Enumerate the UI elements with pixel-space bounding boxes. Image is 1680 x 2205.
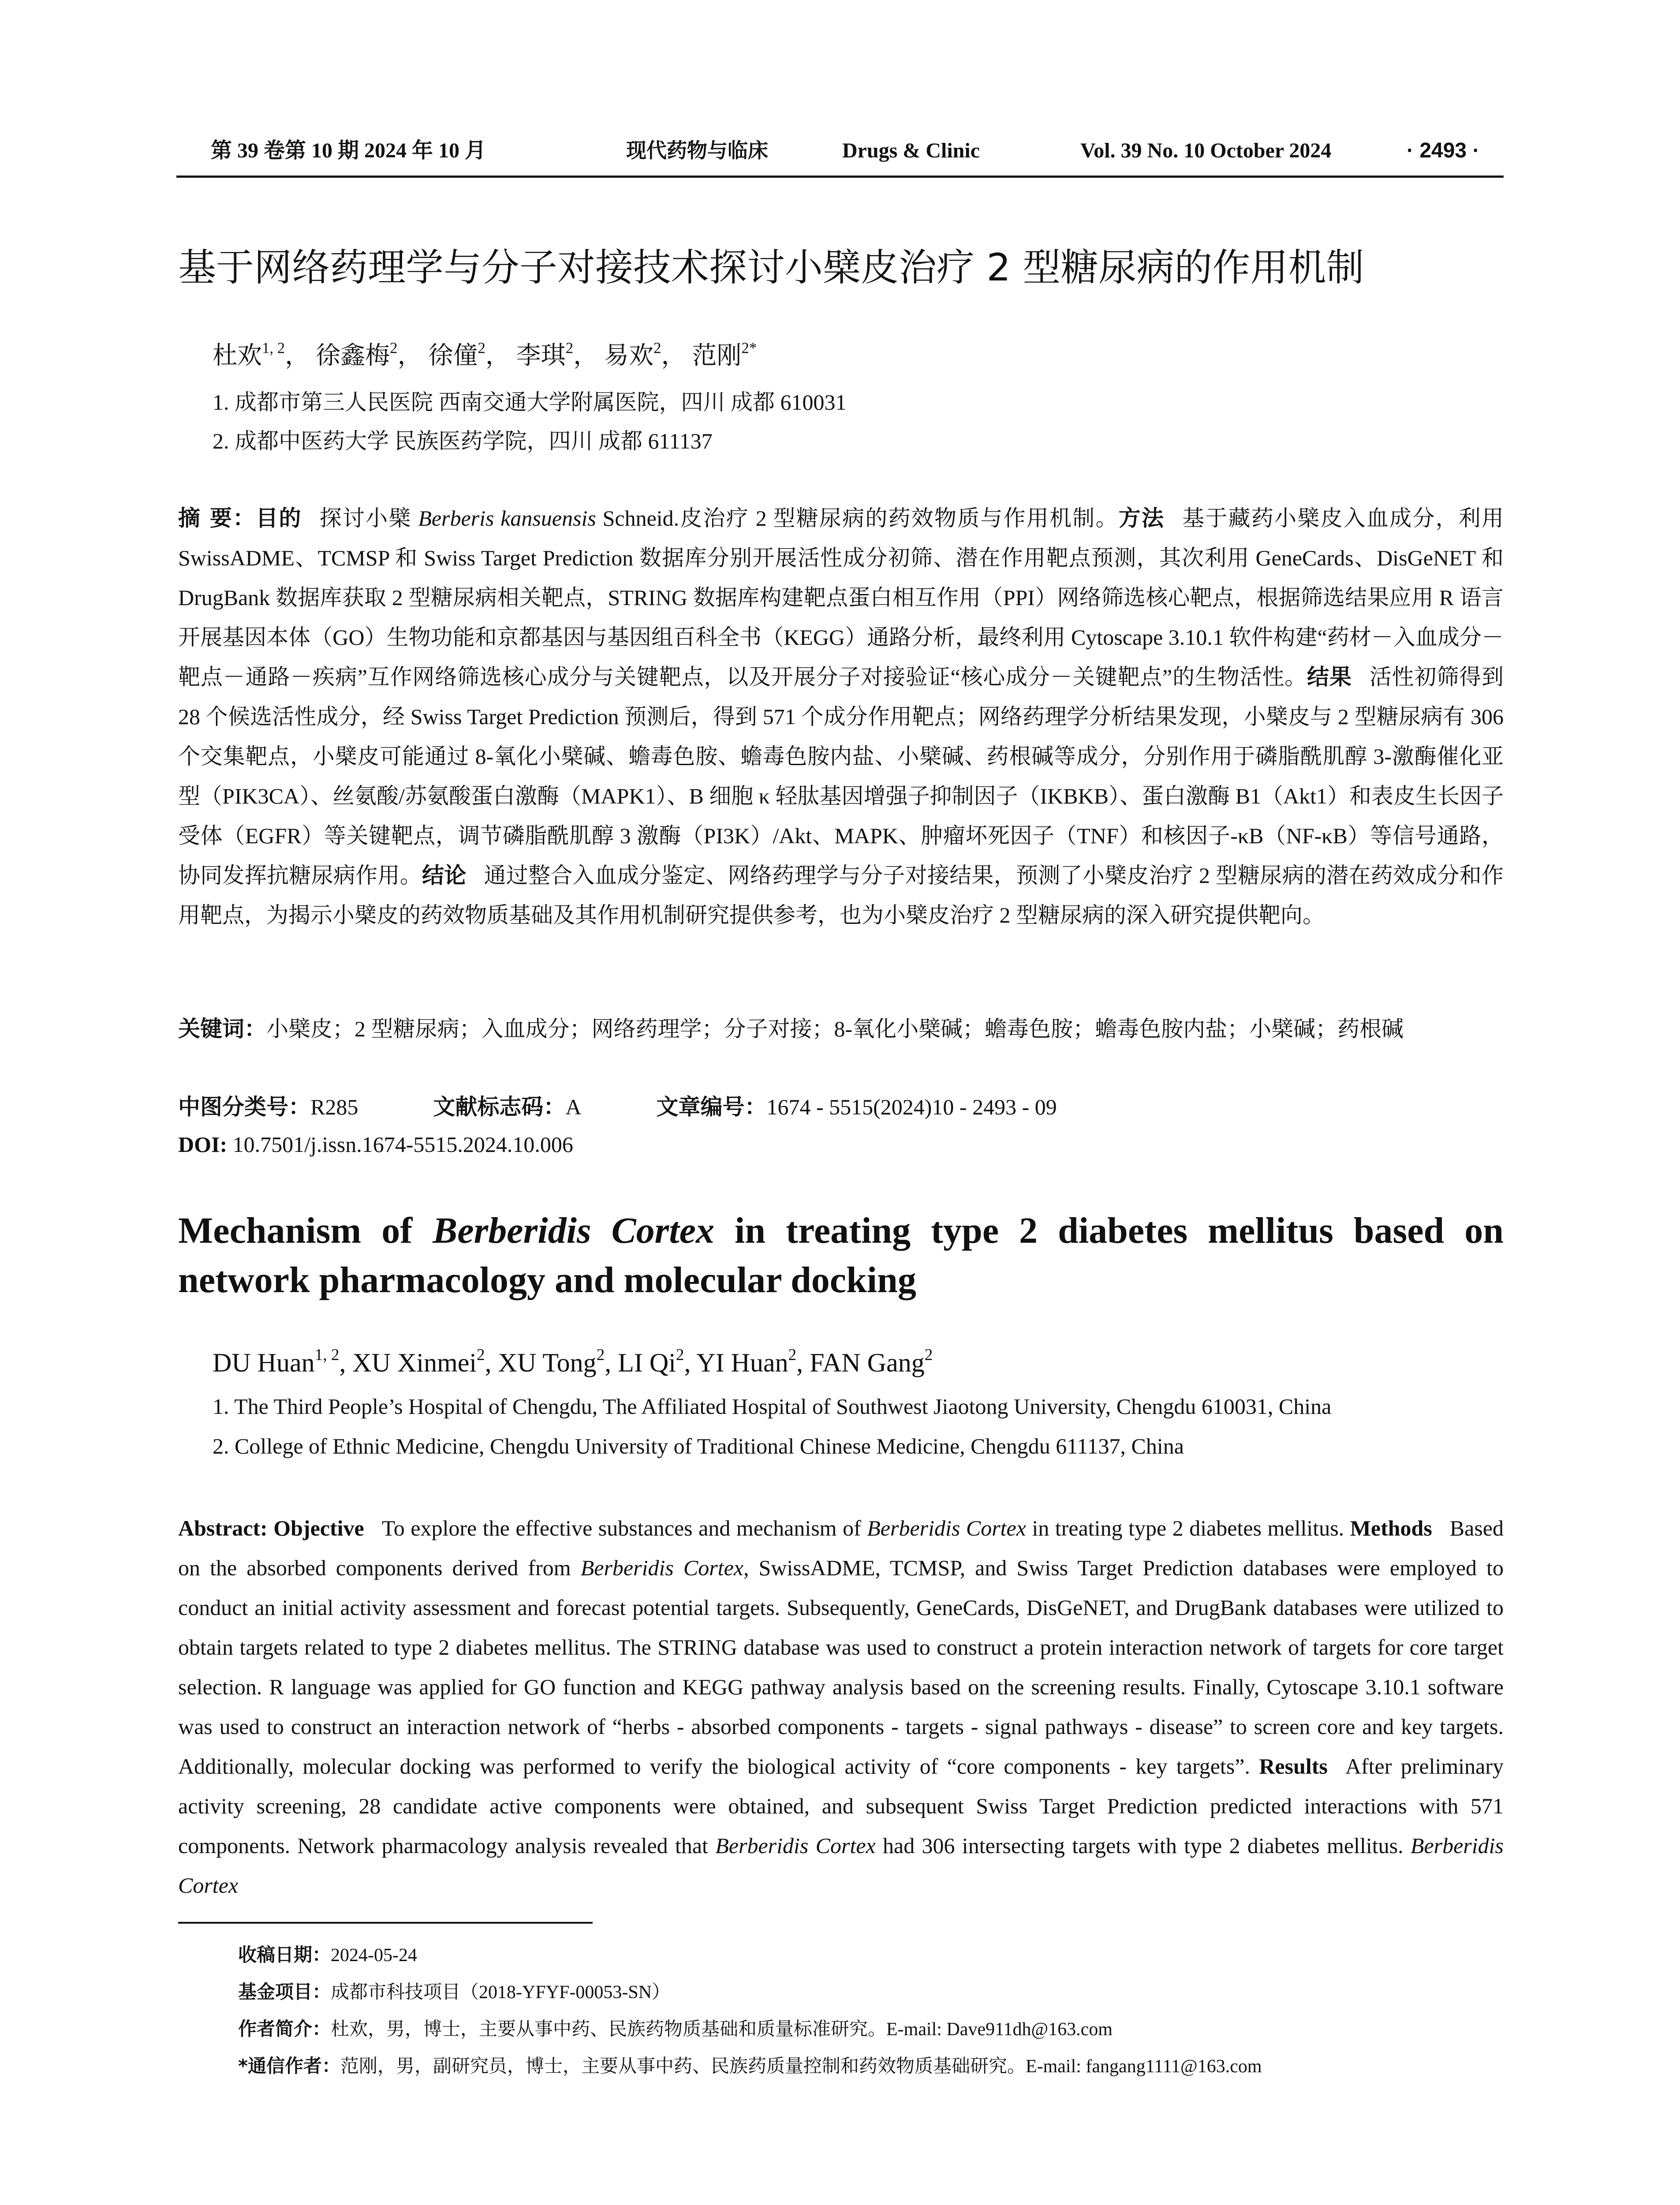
abstract-en: [178, 1508, 1504, 1905]
abstract-en-methods-label: Methods: [1350, 1516, 1432, 1540]
footnote-received: [238, 1940, 417, 1967]
clc-label: 中图分类号：: [178, 1094, 310, 1120]
abstract-cn-objective: 探讨小檗: [319, 506, 418, 531]
author-separator: ，: [285, 342, 310, 370]
abstract-en-label: Abstract: Objective: [178, 1516, 364, 1540]
footnote-label: 基金项目：: [238, 1981, 331, 2003]
footnote-funding: [238, 1977, 670, 2004]
header-journal-cn: 现代药物与临床: [626, 138, 768, 162]
authors-cn: [213, 336, 757, 371]
species-name: Berberidis Cortex: [867, 1516, 1026, 1540]
keywords-cn-label: 关键词：: [178, 1016, 266, 1042]
author-cn: 范刚: [692, 342, 742, 370]
header-page-number: · 2493 ·: [1407, 139, 1480, 162]
footnote-label: 作者简介：: [238, 2018, 331, 2040]
article-number-value: 1674 - 5515(2024)10 - 2493 - 09: [766, 1095, 1057, 1119]
classification-row: [178, 1089, 1057, 1121]
header-rule: [176, 176, 1504, 178]
clc-value: R285: [310, 1095, 358, 1119]
author-affiliation-mark: 1, 2: [262, 339, 285, 357]
author-affiliation-mark: 2: [478, 339, 485, 357]
author-en: FAN Gang: [810, 1348, 925, 1377]
author-separator: ,: [605, 1348, 618, 1377]
footnote-text: 杜欢，男，博士，主要从事中药、民族药物质基础和质量标准研究。E-mail: Dave911dh@163.com: [331, 2019, 1113, 2040]
author-en: XU Xinmei: [352, 1348, 477, 1377]
authors-en: [213, 1345, 933, 1378]
abstract-en-objective-end: in treating type 2 diabetes mellitus.: [1026, 1516, 1344, 1540]
affiliation-cn-1: 1. 成都市第三人民医院 西南交通大学附属医院，四川 成都 610031: [213, 390, 847, 415]
keywords-cn-text: 小檗皮；2 型糖尿病；入血成分；网络药理学；分子对接；8-氧化小檗碱；蟾毒色胺；蟾毒色胺内盐；小檗碱；药根碱: [266, 1017, 1404, 1041]
author-cn: 易欢: [604, 342, 654, 370]
species-name: Berberidis Cortex: [433, 1210, 714, 1251]
author-separator: ，: [661, 342, 686, 370]
abstract-en-results-label: Results: [1259, 1754, 1328, 1779]
title-cn: 基于网络药理学与分子对接技术探讨小檗皮治疗 2 型糖尿病的作用机制: [178, 246, 1364, 290]
species-name: Berberidis Cortex: [715, 1833, 876, 1858]
abstract-cn-conclusion: 通过整合入血成分鉴定、网络药理学与分子对接结果，预测了小檗皮治疗 2 型糖尿病的潜在药效成分和作用靶点，为揭示小檗皮的药效物质基础及其作用机制研究提供参考，也为小檗皮治疗 2 型糖尿病的深入研究提供靶向。: [178, 863, 1504, 927]
abstract-cn-objective-end: Schneid.皮治疗 2 型糖尿病的药效物质与作用机制。: [596, 506, 1119, 531]
doc-code-value: A: [565, 1095, 582, 1119]
title-en-start: Mechanism of: [178, 1210, 433, 1251]
author-separator: ,: [485, 1348, 498, 1377]
title-en-end: in treating type 2 diabetes mellitus based on network pharmacology and molecular docking: [178, 1210, 1504, 1301]
author-separator: ，: [397, 342, 422, 370]
abstract-cn: [178, 498, 1504, 935]
abstract-cn-label: 摘 要：: [178, 505, 256, 531]
author-affiliation-mark: 2: [477, 1345, 485, 1364]
title-en: [178, 1206, 1504, 1305]
doi-value[interactable]: 10.7501/j.issn.1674-5515.2024.10.006: [232, 1132, 573, 1157]
footnote-corresponding: [238, 2052, 1262, 2078]
author-affiliation-mark: 1, 2: [314, 1345, 340, 1364]
author-cn: 徐僮: [428, 342, 478, 370]
abstract-cn-objective-label: 目的: [256, 505, 302, 531]
footnote-author-bio: [238, 2014, 1113, 2041]
affiliation-en-2: 2. College of Ethnic Medicine, Chengdu University of Traditional Chinese Medicine, Chengdu 611137, China: [213, 1434, 1184, 1458]
abstract-en-objective: To explore the effective substances and mechanism of: [381, 1516, 867, 1540]
author-affiliation-mark: 2: [565, 339, 574, 357]
article-number-label: 文章编号：: [656, 1094, 767, 1120]
abstract-en-results: After preliminary activity screening, 28 candidate active components were obtained, and subsequent Swiss Target Prediction predicted interactions with 571 components. Network pharmacology analysis revealed that: [178, 1754, 1504, 1858]
author-affiliation-mark: 2: [676, 1345, 684, 1364]
doi-label: DOI:: [178, 1132, 228, 1157]
author-affiliation-mark: 2: [653, 339, 661, 357]
author-affiliation-mark: 2: [596, 1345, 605, 1364]
author-affiliation-mark: 2: [788, 1345, 797, 1364]
author-cn: 杜欢: [213, 342, 262, 370]
abstract-cn-results: 活性初筛得到 28 个候选活性成分，经 Swiss Target Prediction 预测后，得到 571 个成分作用靶点；网络药理学分析结果发现，小檗皮与 2 型糖尿病有 306 个交集靶点，小檗皮可能通过 8-氧化小檗碱、蟾毒色胺、蟾毒色胺内盐、小檗碱、药根碱等成分，分别作用于磷脂酰肌醇 3-激酶催化亚型（PIK3CA）、丝氨酸/苏氨酸蛋白激酶（MAPK1）、B 细胞 κ 轻肽基因增强子抑制因子（IKBKB）、蛋白激酶 B1（Akt1）和表皮生长因子受体（EGFR）等关键靶点，调节磷脂酰肌醇 3 激酶（PI3K）/Akt、MAPK、肿瘤坏死因子（TNF）和核因子-κB（NF-κB）等信号通路，协同发挥抗糖尿病作用。: [178, 665, 1504, 888]
doc-code-label: 文献标志码：: [433, 1094, 566, 1120]
header-issue: 第 39 卷第 10 期 2024 年 10 月: [211, 139, 486, 162]
author-en: YI Huan: [696, 1348, 788, 1377]
footnote-text: 成都市科技项目（2018-YFYF-00053-SN）: [331, 1982, 671, 2003]
species-name: Berberidis Cortex: [178, 1833, 1504, 1898]
author-separator: ，: [485, 342, 510, 370]
author-separator: ,: [796, 1348, 810, 1377]
doi-row: [178, 1132, 573, 1157]
author-en: DU Huan: [213, 1348, 315, 1377]
footnote-text: 范刚，男，副研究员，博士，主要从事中药、民族药质量控制和药效物质基础研究。E-mail: fangang1111@163.com: [340, 2056, 1262, 2077]
affiliation-cn-2: 2. 成都中医药大学 民族医药学院，四川 成都 611137: [213, 429, 713, 453]
abstract-en-methods-end: , SwissADME, TCMSP, and Swiss Target Prediction databases were employed to conduct an initial activity assessment and forecast potential targets. Subsequently, GeneCards, DisGeNET, and DrugBank databases were utilized to obtain targets related to type 2 diabetes mellitus. The STRING database was used to construct a protein interaction network of targets for core target selection. R language was applied for GO function and KEGG pathway analysis based on the screening results. Finally, Cytoscape 3.10.1 software was used to construct an interaction network of “herbs - absorbed components - targets - signal pathways - disease” to screen core and key targets. Additionally, molecular docking was performed to verify the biological activity of “core components - key targets”.: [178, 1555, 1504, 1779]
author-affiliation-mark: 2: [924, 1345, 933, 1364]
header-journal-en: Drugs & Clinic: [842, 139, 980, 162]
author-cn: 李琪: [516, 342, 566, 370]
author-en: LI Qi: [618, 1348, 676, 1377]
keywords-cn: [178, 1009, 1504, 1049]
author-separator: ,: [339, 1348, 353, 1377]
footnote-label: *通信作者：: [238, 2055, 340, 2077]
abstract-cn-conclusion-label: 结论: [422, 863, 467, 888]
author-affiliation-mark: 2: [390, 339, 398, 357]
header-volume: Vol. 39 No. 10 October 2024: [1080, 139, 1332, 162]
author-affiliation-mark: 2*: [741, 339, 757, 357]
author-en: XU Tong: [498, 1348, 597, 1377]
abstract-cn-results-label: 结果: [1307, 664, 1352, 690]
abstract-cn-methods-label: 方法: [1118, 505, 1165, 531]
affiliation-en-1: 1. The Third People’s Hospital of Chengdu, The Affiliated Hospital of Southwest Jiaotong University, Chengdu 610031, China: [213, 1394, 1332, 1419]
footnote-rule: [178, 1922, 593, 1924]
species-name: Berberidis Cortex: [580, 1555, 743, 1580]
author-separator: ，: [573, 342, 598, 370]
footnote-label: 收稿日期：: [238, 1944, 331, 1966]
species-name: Berberis kansuensis: [418, 506, 596, 531]
author-cn: 徐鑫梅: [316, 342, 390, 370]
abstract-cn-methods: 基于藏药小檗皮入血成分，利用 SwissADME、TCMSP 和 Swiss Target Prediction 数据库分别开展活性成分初筛、潜在作用靶点预测，其次利用 GeneCards、DisGeNET 和 DrugBank 数据库获取 2 型糖尿病相关靶点，STRING 数据库构建靶点蛋白相互作用（PPI）网络筛选核心靶点，根据筛选结果应用 R 语言开展基因本体（GO）生物功能和京都基因与基因组百科全书（KEGG）通路分析，最终利用 Cytoscape 3.10.1 软件构建“药材－入血成分－靶点－通路－疾病”互作网络筛选核心成分与关键靶点，以及开展分子对接验证“核心成分－关键靶点”的生物活性。: [178, 506, 1504, 689]
abstract-en-methods: Based on the absorbed components derived from: [178, 1516, 1504, 1580]
author-separator: ,: [684, 1348, 697, 1377]
footnote-text: 2024-05-24: [331, 1945, 417, 1966]
abstract-en-results-mid: had 306 intersecting targets with type 2 diabetes mellitus.: [875, 1833, 1411, 1858]
